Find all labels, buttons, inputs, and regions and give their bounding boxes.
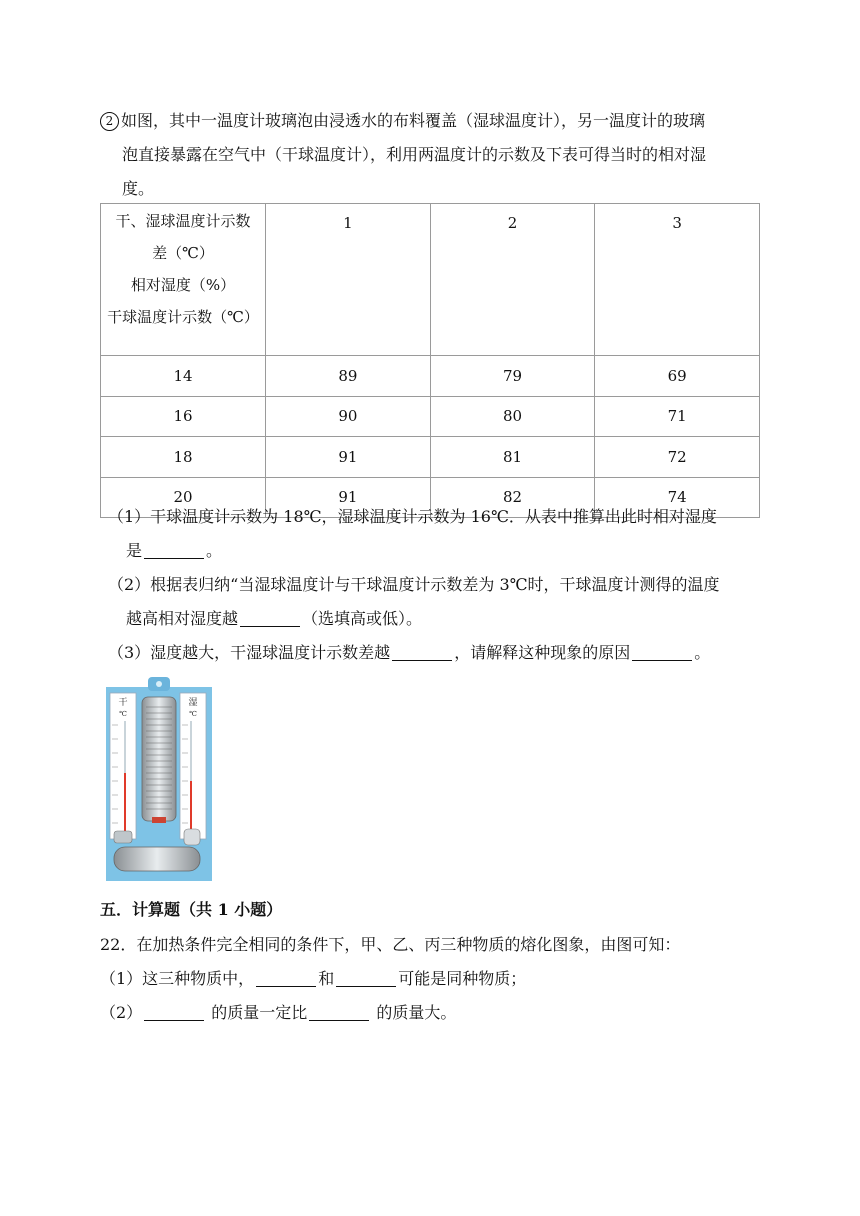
sub3-text-pre: （3）湿度越大，干湿球温度计示数差越 xyxy=(108,643,391,662)
sub-question-2 xyxy=(108,568,768,636)
section-5-title: 五．计算题（共 1 小题） xyxy=(100,900,283,919)
table-cell: 80 xyxy=(430,396,595,437)
header-line-2: 差（℃） xyxy=(152,244,214,262)
table-row xyxy=(101,437,760,478)
wet-bulb-wick xyxy=(184,829,200,845)
dry-bulb xyxy=(114,831,132,843)
dry-unit-label: ℃ xyxy=(119,710,127,718)
column-header-2: 2 xyxy=(430,204,595,356)
humidity-table xyxy=(100,203,760,518)
dry-label: 干 xyxy=(118,698,128,708)
water-trough xyxy=(114,847,200,871)
table-row xyxy=(101,396,760,437)
sub3-text-mid: ，请解释这种现象的原因 xyxy=(454,643,631,662)
sub3-line xyxy=(108,636,768,670)
q22-part-1 xyxy=(100,962,760,996)
sub-question-3 xyxy=(108,636,768,670)
table-cell: 72 xyxy=(595,437,760,478)
header-line-3: 相对湿度（%） xyxy=(130,276,236,294)
q22-stem: 22．在加热条件完全相同的条件下，甲、乙、丙三种物质的熔化图象，由图可知： xyxy=(100,935,681,954)
sub2-line-1: （2）根据表归纳“当湿球温度计与干球温度计示数差为 3℃时，干球温度计测得的温度 xyxy=(108,575,720,594)
row-dry-temp: 16 xyxy=(101,396,266,437)
intro-text-1: 如图，其中一温度计玻璃泡由浸透水的布料覆盖（湿球温度计），另一温度计的玻璃 xyxy=(121,111,706,130)
q22-p2-pre: （2） xyxy=(100,1003,143,1022)
table-cell: 71 xyxy=(595,396,760,437)
table-cell: 89 xyxy=(266,356,431,397)
intro-text-2: 泡直接暴露在空气中（干球温度计），利用两温度计的示数及下表可得当时的相对湿 xyxy=(122,145,707,164)
header-line-4: 干球温度计示数（℃） xyxy=(107,308,259,326)
q22-p1-pre: （1）这三种物质中， xyxy=(100,969,255,988)
table-cell: 81 xyxy=(430,437,595,478)
answer-blank[interactable] xyxy=(632,642,692,661)
header-line-1: 干、湿球温度计示数 xyxy=(115,212,251,230)
sub1-text-pre: 是 xyxy=(126,541,143,560)
answer-blank[interactable] xyxy=(256,968,316,987)
circled-number-2: 2 xyxy=(100,112,119,131)
answer-blank[interactable] xyxy=(240,608,300,627)
table-cell: 90 xyxy=(266,396,431,437)
table-cell: 79 xyxy=(430,356,595,397)
answer-blank[interactable] xyxy=(336,968,396,987)
sub-question-1 xyxy=(108,500,768,568)
table-row xyxy=(101,356,760,397)
intro-line-1 xyxy=(100,104,760,138)
q22-p1-post: 可能是同种物质； xyxy=(398,969,527,988)
table-cell: 69 xyxy=(595,356,760,397)
column-header-1: 1 xyxy=(266,204,431,356)
sub2-text-pre: 越高相对湿度越 xyxy=(126,609,239,628)
q22-p1-mid: 和 xyxy=(318,969,335,988)
row-dry-temp: 14 xyxy=(101,356,266,397)
wet-label: 湿 xyxy=(188,698,198,708)
answer-blank[interactable] xyxy=(392,642,452,661)
q22-p2-mid: 的质量一定比 xyxy=(206,1003,308,1022)
sub1-line-1: （1）干球温度计示数为 18℃，湿球温度计示数为 16℃．从表中推算出此时相对湿度 xyxy=(108,507,717,526)
table-cell: 74 xyxy=(595,477,760,518)
water-reservoir-tube xyxy=(142,697,176,821)
row-dry-temp: 18 xyxy=(101,437,266,478)
column-header-3: 3 xyxy=(595,204,760,356)
tube-stopper xyxy=(152,817,166,823)
table-cell: 91 xyxy=(266,477,431,518)
answer-blank[interactable] xyxy=(144,540,204,559)
table-cell: 91 xyxy=(266,437,431,478)
wet-unit-label: ℃ xyxy=(189,710,197,718)
answer-blank[interactable] xyxy=(144,1002,204,1021)
table-corner-header xyxy=(101,204,266,356)
q22-part-2 xyxy=(100,996,760,1030)
table-header-row xyxy=(101,204,760,356)
answer-blank[interactable] xyxy=(309,1002,369,1021)
wet-dry-thermometer-image xyxy=(106,677,212,881)
q22-p2-post: 的质量大。 xyxy=(371,1003,457,1022)
sub2-text-post: （选填高或低）。 xyxy=(302,609,423,628)
sub2-line-2 xyxy=(108,602,768,636)
hanger-hole xyxy=(156,681,162,687)
sub1-text-post: 。 xyxy=(206,541,223,560)
row-dry-temp: 20 xyxy=(101,477,266,518)
sub1-line-2 xyxy=(108,534,768,568)
table-cell: 82 xyxy=(430,477,595,518)
sub3-text-post: 。 xyxy=(694,643,711,662)
question-2-intro xyxy=(100,104,760,206)
question-22 xyxy=(100,928,760,1030)
intro-text-3: 度。 xyxy=(122,179,155,198)
